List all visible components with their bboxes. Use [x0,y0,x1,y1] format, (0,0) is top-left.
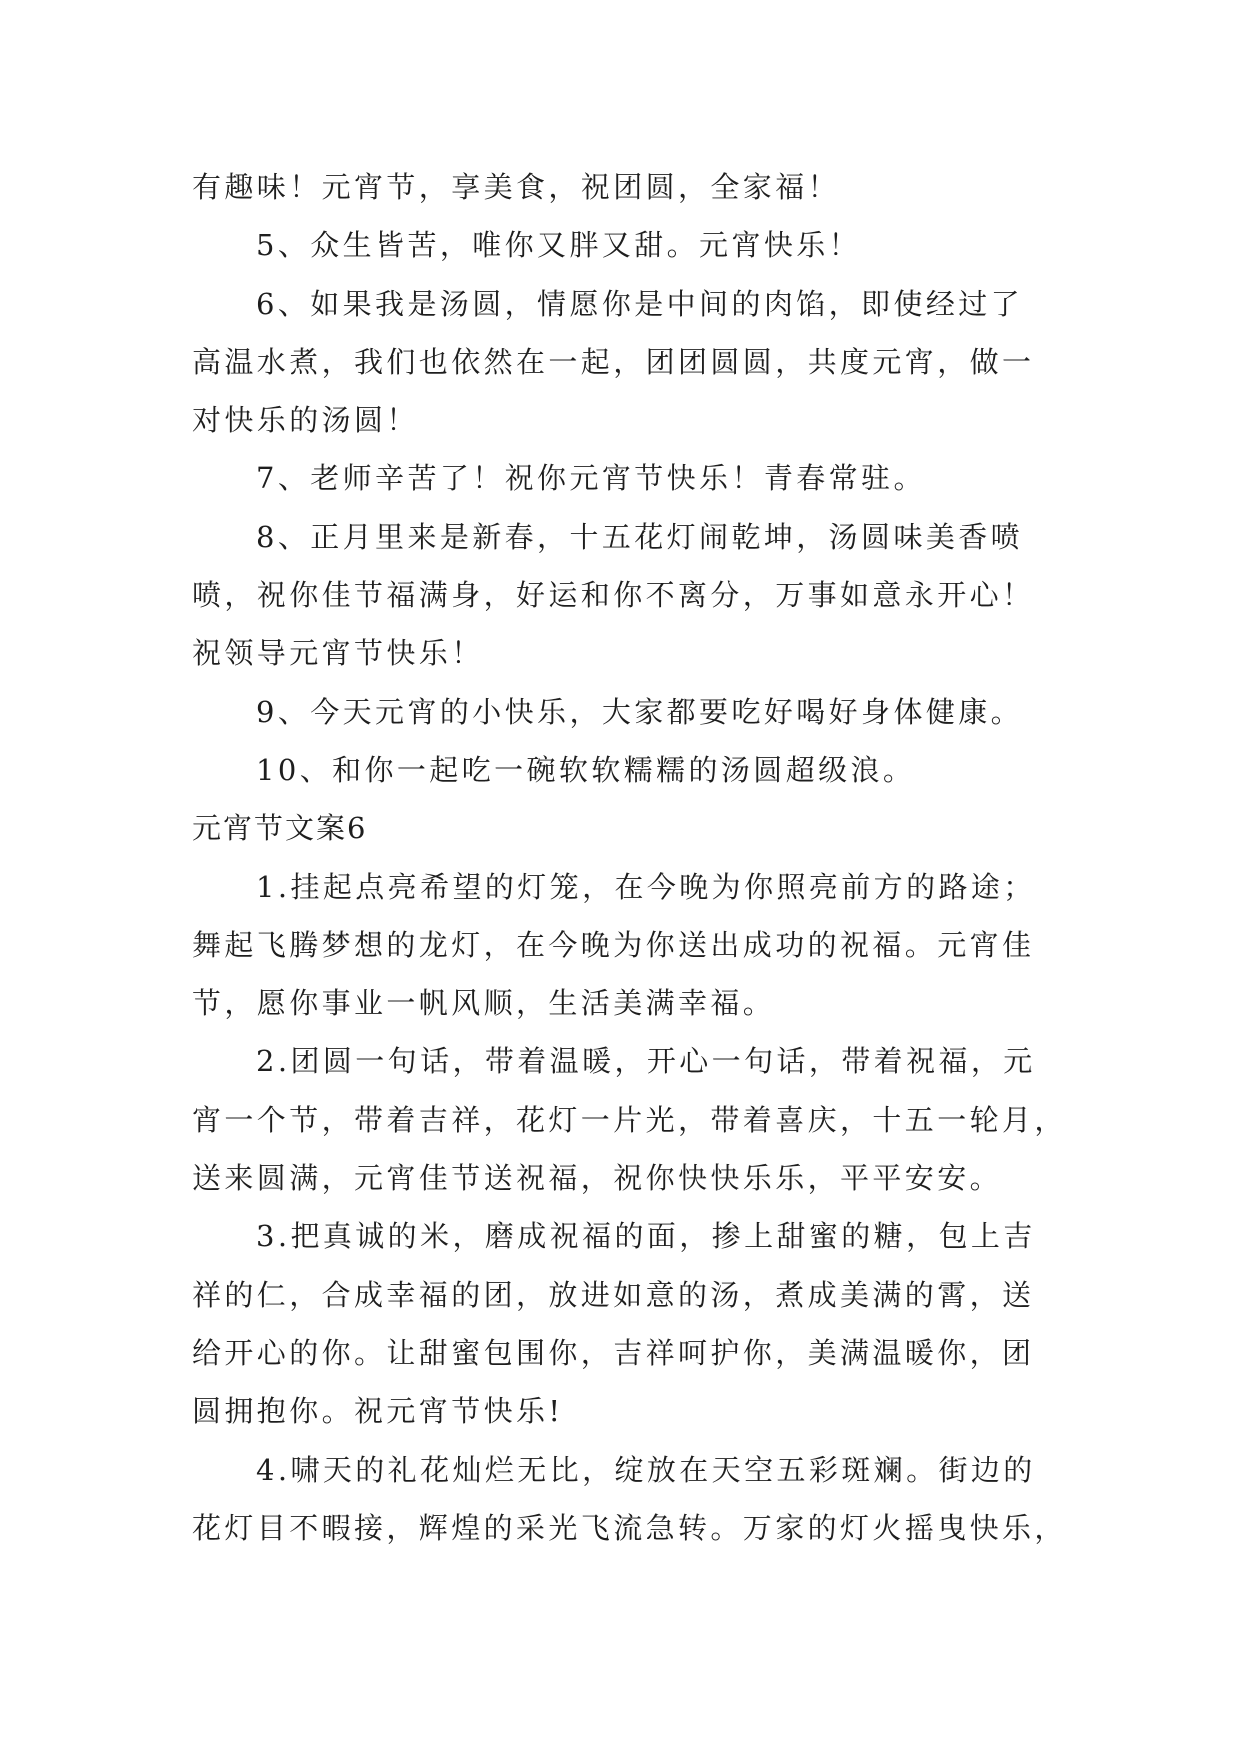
list-item-7: 7、老师辛苦了！祝你元宵节快乐！青春常驻。 [256,461,926,496]
paragraph-line: 有趣味！元宵节，享美食，祝团圆，全家福！ [192,170,841,204]
paragraph-line: 祥的仁，合成幸福的团，放进如意的汤，煮成美满的霄，送 [192,1277,1035,1312]
paragraph-line: 宵一个节，带着吉祥，花灯一片光，带着喜庆，十五一轮月， [192,1102,1067,1137]
list-item-10: 10、和你一起吃一碗软软糯糯的汤圆超级浪。 [256,752,916,787]
list-item-3: 3.把真诚的米，磨成祝福的面，掺上甜蜜的糖，包上吉 [256,1219,1036,1254]
paragraph-line: 给开心的你。让甜蜜包围你，吉祥呵护你，美满温暖你，团 [192,1335,1035,1370]
list-item-4: 4.啸天的礼花灿烂无比，绽放在天空五彩斑斓。街边的 [256,1452,1036,1487]
list-item-8: 8、正月里来是新春，十五花灯闹乾坤，汤圆味美香喷 [256,519,1024,554]
paragraph-line: 对快乐的汤圆！ [192,403,419,438]
paragraph-line: 舞起飞腾梦想的龙灯，在今晚为你送出成功的祝福。元宵佳 [192,927,1035,962]
list-item-9: 9、今天元宵的小快乐，大家都要吃好喝好身体健康。 [256,694,1024,729]
list-item-6: 6、如果我是汤圆，情愿你是中间的肉馅，即使经过了 [256,286,1024,321]
paragraph-line: 花灯目不暇接，辉煌的采光飞流急转。万家的灯火摇曳快乐， [192,1510,1067,1545]
paragraph-line: 送来圆满，元宵佳节送祝福，祝你快快乐乐，平平安安。 [192,1161,1003,1196]
paragraph-line: 高温水煮，我们也依然在一起，团团圆圆，共度元宵，做一 [192,344,1035,379]
document-body [192,158,1067,1557]
list-item-5: 5、众生皆苦，唯你又胖又甜。元宵快乐！ [256,228,862,263]
section-heading: 元宵节文案6 [192,811,368,846]
paragraph-line: 节，愿你事业一帆风顺，生活美满幸福。 [192,986,776,1021]
paragraph-line: 祝领导元宵节快乐！ [192,636,484,671]
paragraph-line: 喷，祝你佳节福满身，好运和你不离分，万事如意永开心！ [192,578,1035,613]
list-item-2: 2.团圆一句话，带着温暖，开心一句话，带着祝福，元 [256,1044,1036,1079]
list-item-1: 1.挂起点亮希望的灯笼，在今晚为你照亮前方的路途； [256,869,1036,904]
paragraph-line: 圆拥抱你。祝元宵节快乐! [192,1394,564,1429]
